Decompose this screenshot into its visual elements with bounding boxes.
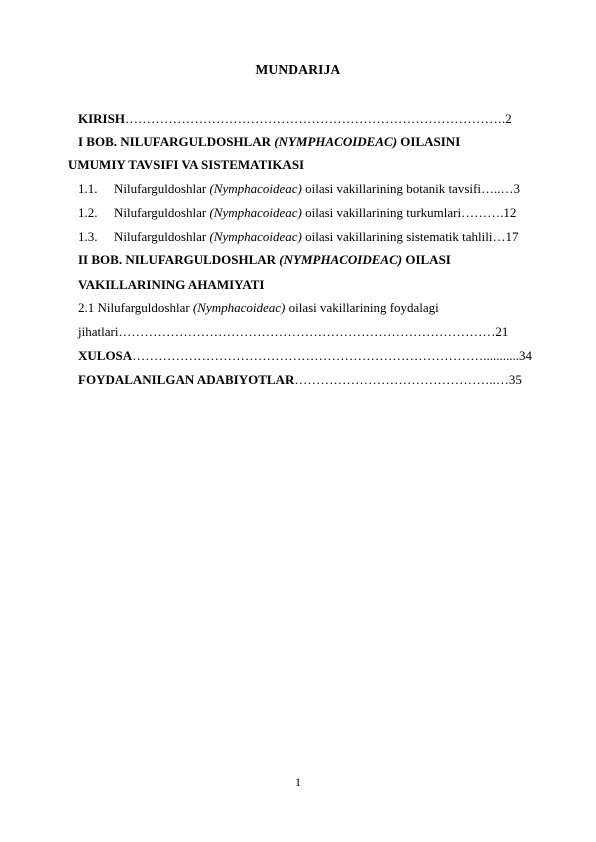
toc-ch2-latin: (NYMPHACOIDEAC) [279, 252, 403, 267]
toc-section-1-1 [78, 181, 520, 197]
toc-section-1-3 [78, 229, 519, 245]
toc-entry-adabiyotlar [78, 372, 522, 388]
toc-ch2-text: II BOB. NILUFARGULDOSHLAR [78, 252, 280, 267]
toc-s11-text: Nilufarguldoshlar [114, 181, 210, 196]
toc-s11-number: 1.1. [78, 181, 98, 196]
toc-section-1-2 [78, 205, 516, 221]
toc-s12-rest: oilasi vakillarining turkumlari……….12 [301, 205, 517, 220]
toc-s11-rest: oilasi vakillarining botanik tavsifi…..…3 [301, 181, 520, 196]
toc-s21-latin: (Nymphacoideac) [192, 300, 286, 315]
toc-adab-label: FOYDALANILGAN ADABIYOTLAR [78, 372, 295, 387]
page-number: 1 [295, 775, 301, 789]
toc-ch1-text-end: OILASINI [397, 134, 461, 149]
toc-ch1-latin: (NYMPHACOIDEAC) [274, 134, 398, 149]
toc-kirish-label: KIRISH [78, 111, 125, 126]
toc-s12-text: Nilufarguldoshlar [114, 205, 210, 220]
toc-entry-kirish [78, 111, 512, 127]
toc-ch2-text-end: OILASI [402, 252, 451, 267]
toc-s13-rest: oilasi vakillarining sistematik tahlili…17 [301, 229, 519, 244]
toc-chapter-2-line2: VAKILLARINING AHAMIYATI [78, 277, 265, 292]
toc-adab-leader: ………………………………………..…35 [294, 372, 522, 387]
toc-s13-number: 1.3. [78, 229, 98, 244]
toc-xulosa-label: XULOSA [78, 348, 133, 363]
page-title: MUNDARIJA [255, 62, 341, 77]
toc-section-2-1-line1 [78, 300, 439, 316]
toc-s11-latin: (Nymphacoideac) [209, 181, 302, 196]
toc-ch1-text: I BOB. NILUFARGULDOSHLAR [78, 134, 275, 149]
toc-s21-text: 2.1 Nilufarguldoshlar [78, 300, 193, 315]
toc-chapter-1-line1 [78, 134, 460, 150]
toc-s13-latin: (Nymphacoideac) [209, 229, 302, 244]
toc-kirish-leader: ……………………………………………………………………………. [124, 111, 506, 126]
toc-xulosa-leader: ………………………………………………………………………...........34 [132, 348, 532, 363]
toc-s13-text: Nilufarguldoshlar [114, 229, 210, 244]
toc-s21-rest: oilasi vakillarining foydalagi [285, 300, 439, 315]
toc-chapter-1-line2: UMUMIY TAVSIFI VA SISTEMATIKASI [68, 157, 305, 172]
toc-kirish-page: 2 [505, 111, 512, 126]
toc-section-2-1-line2: jihatlari……………………………………………………………………………21 [78, 324, 509, 339]
toc-s12-number: 1.2. [78, 205, 98, 220]
toc-s12-latin: (Nymphacoideac) [209, 205, 302, 220]
toc-entry-xulosa [78, 348, 532, 364]
toc-chapter-2-line1 [78, 252, 451, 268]
